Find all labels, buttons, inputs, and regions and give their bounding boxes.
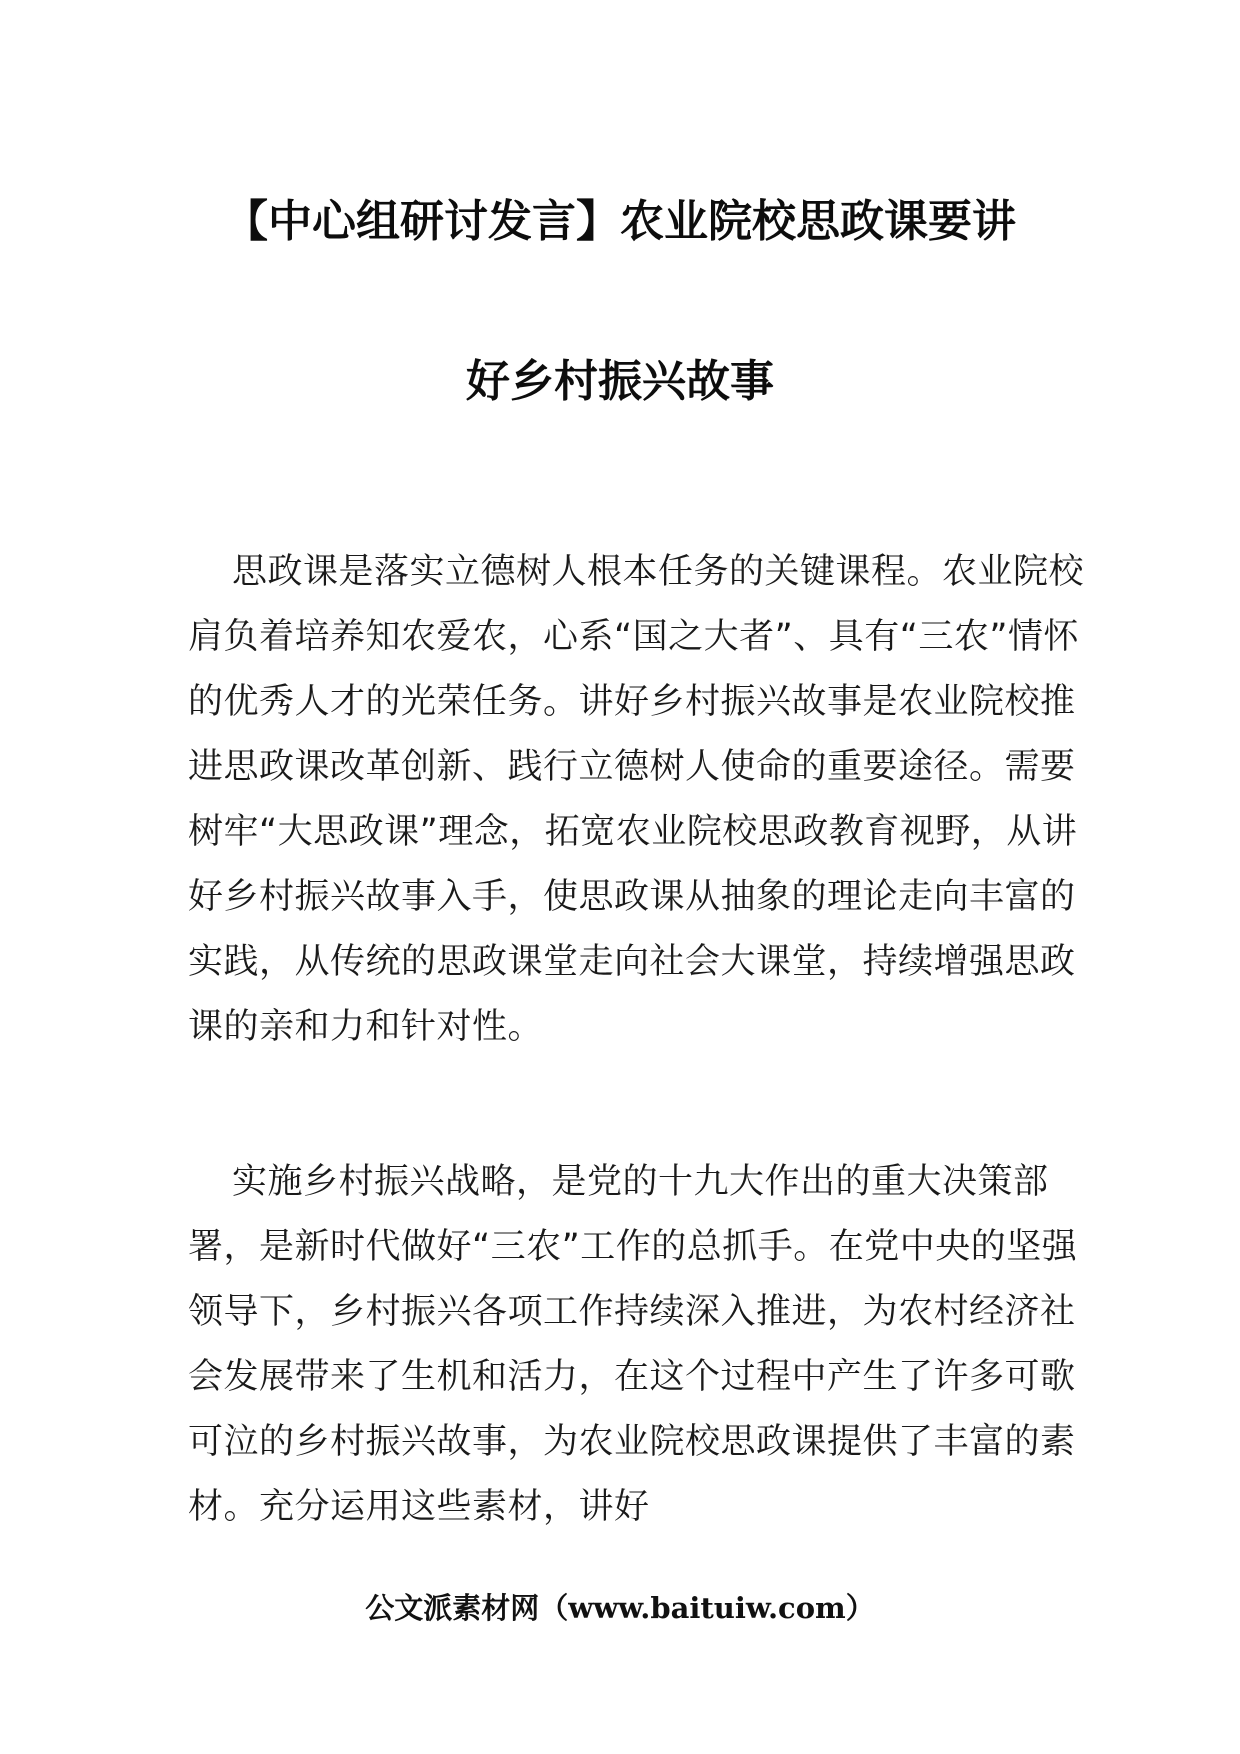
body-paragraph-2: 实施乡村振兴战略，是党的十九大作出的重大决策部署，是新时代做好“三农”工作的总抓手。在党中央的坚强领导下，乡村振兴各项工作持续深入推进，为农村经济社会发展带来了生机和活力，在这个过程中产生了许多可歌可泣的乡村振兴故事，为农业院校思政课提供了丰富的素材。充分运用这些素材，讲好: [188, 1162, 1078, 1527]
body-paragraph-1: 思政课是落实立德树人根本任务的关键课程。农业院校肩负着培养知农爱农，心系“国之大者”、具有“三农”情怀的优秀人才的光荣任务。讲好乡村振兴故事是农业院校推进思政课改革创新、践行立德树人使命的重要途径。需要树牢“大思政课”理念，拓宽农业院校思政教育视野，从讲好乡村振兴故事入手，使思政课从抽象的理论走向丰富的实践，从传统的思政课堂走向社会大课堂，持续增强思政课的亲和力和针对性。: [188, 552, 1085, 1047]
document-title-line-1: 【中心组研讨发言】农业院校思政课要讲: [224, 196, 1016, 247]
footer-source: 公文派素材网（www.baituiw.com）: [365, 1591, 875, 1625]
document-title-line-2: 好乡村振兴故事: [466, 356, 774, 407]
